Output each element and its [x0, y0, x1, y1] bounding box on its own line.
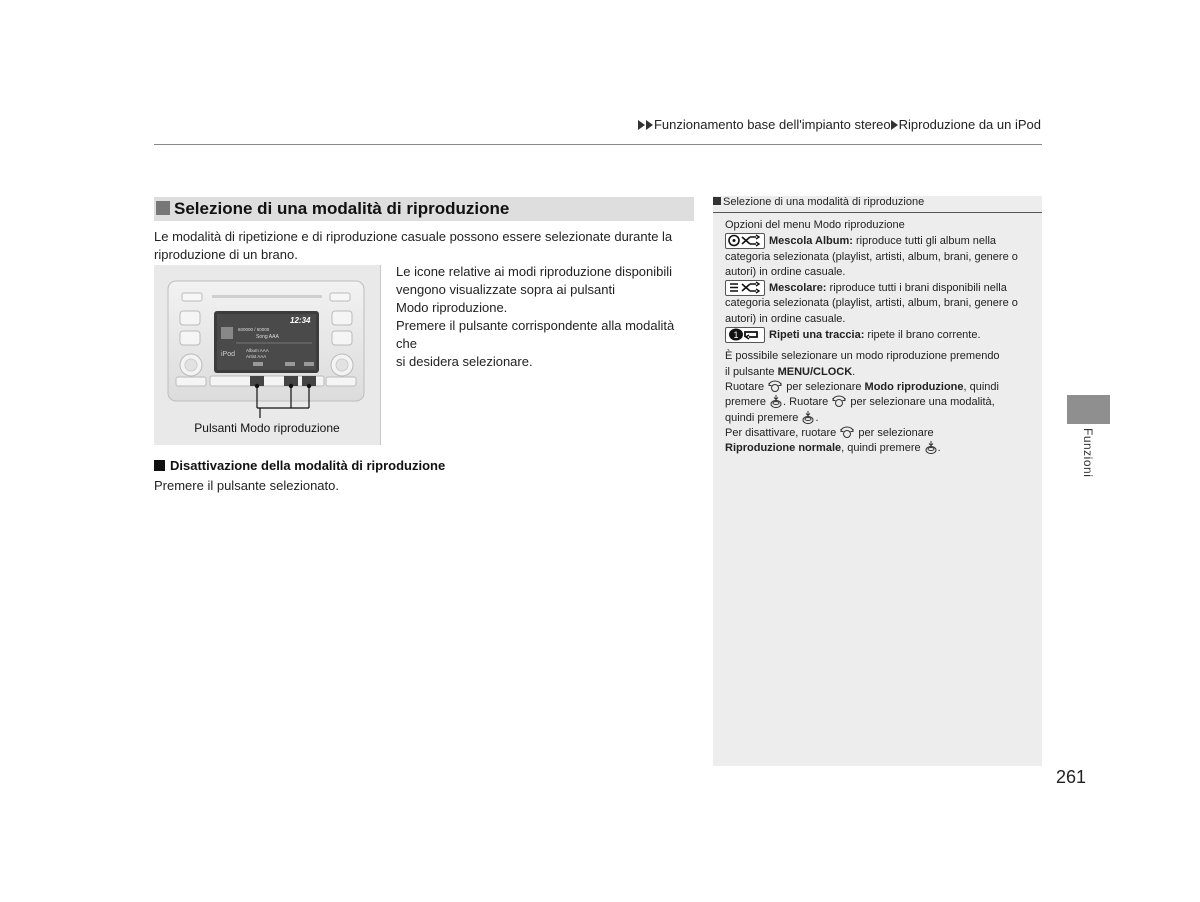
- instruction-text: per selezionare: [783, 380, 865, 393]
- subsection-text: Premere il pulsante selezionato.: [154, 478, 339, 493]
- page-number: 261: [1056, 767, 1087, 787]
- subsection-heading: [154, 458, 445, 473]
- option-label: Ripeti una traccia:: [769, 329, 865, 342]
- desc-line: si desidera selezionare.: [396, 354, 533, 369]
- option-text: autori) in ordine casuale.: [725, 265, 846, 278]
- instruction-text: quindi premere: [725, 411, 802, 424]
- instruction-text: .: [937, 442, 941, 455]
- instruction-text: per selezionare una modalità,: [847, 396, 995, 409]
- arrow-icon: [638, 120, 645, 130]
- press-knob-icon: [801, 411, 815, 424]
- chapter-tab: [1067, 395, 1110, 424]
- menu-clock-label: MENU/CLOCK: [777, 365, 853, 378]
- sidebar-body: [725, 218, 1035, 456]
- option-text: ripete il brano corrente.: [864, 329, 981, 342]
- option-text: autori) in ordine casuale.: [725, 312, 846, 325]
- option-repeat-track: [725, 327, 1035, 343]
- stereo-unit-illustration: [154, 265, 380, 445]
- option-shuffle-album: [725, 233, 1035, 280]
- chapter-tab-label: Funzioni: [1081, 428, 1095, 478]
- breadcrumb: [638, 117, 1041, 132]
- sidebar-title: Selezione di una modalità di riproduzione: [723, 196, 925, 208]
- instruction-text: Ruotare: [725, 380, 768, 393]
- instruction-text: .: [815, 411, 819, 424]
- heading-marker-icon: [156, 201, 170, 215]
- selection-instructions: [725, 349, 1035, 456]
- arrow-icon: [891, 120, 898, 130]
- intro-paragraph: Le modalità di ripetizione e di riproduzione casuale possono essere selezionate durante la riproduzione di un brano.: [154, 229, 673, 262]
- note-marker-icon: [713, 197, 721, 205]
- option-shuffle: [725, 280, 1035, 327]
- option-text: categoria selezionata (playlist, artisti, album, brani, genere o: [725, 250, 1018, 263]
- screen-album: Album AAA: [246, 348, 269, 353]
- option-text: categoria selezionata (playlist, artisti, album, brani, genere o: [725, 297, 1018, 310]
- instruction-text: . Ruotare: [783, 396, 832, 409]
- menu-title: Opzioni del menu Modo riproduzione: [725, 219, 905, 231]
- press-knob-icon: [924, 441, 938, 454]
- section-title: Selezione di una modalità di riproduzione: [174, 199, 510, 218]
- section-heading: [154, 197, 694, 221]
- instruction-bold: Modo riproduzione: [864, 380, 964, 393]
- shuffle-album-icon: [725, 233, 765, 249]
- instruction-text: premere: [725, 396, 770, 409]
- instruction-text: , quindi: [963, 380, 999, 393]
- sidebar-note: [713, 196, 1042, 766]
- heading-marker-icon: [154, 460, 165, 471]
- option-text: riproduce tutti i brani disponibili nella: [826, 282, 1007, 295]
- subsection-title: Disattivazione della modalità di riproduzione: [170, 458, 446, 473]
- arrow-icon: [646, 120, 653, 130]
- instruction-text: il pulsante: [725, 365, 778, 378]
- instruction-text: Per disattivare, ruotare: [725, 426, 840, 439]
- rotate-knob-icon: [839, 426, 855, 439]
- desc-line: vengono visualizzate sopra ai pulsanti: [396, 282, 615, 297]
- desc-line: Premere il pulsante corrispondente alla modalità che: [396, 318, 675, 351]
- instruction-text: .: [852, 365, 856, 378]
- figure-caption: Pulsanti Modo riproduzione: [194, 421, 340, 435]
- rotate-knob-icon: [767, 380, 783, 393]
- sidebar-heading: [713, 196, 1042, 213]
- screen-track: 600000 / 60000: [238, 327, 270, 332]
- screen-artist: Artist AAA: [246, 354, 267, 359]
- svg-text:1: 1: [733, 330, 739, 341]
- figure-description: [396, 263, 696, 371]
- instruction-text: per selezionare: [855, 426, 934, 439]
- instruction-text: , quindi premere: [841, 442, 924, 455]
- screen-time: 12:34: [290, 316, 311, 325]
- option-label: Mescolare:: [769, 282, 827, 295]
- option-label: Mescola Album:: [769, 235, 853, 248]
- desc-line: Le icone relative ai modi riproduzione disponibili: [396, 264, 673, 279]
- instruction-bold: Riproduzione normale: [725, 442, 842, 455]
- repeat-one-icon: [725, 327, 765, 343]
- breadcrumb-item: Riproduzione da un iPod: [898, 117, 1041, 132]
- header-divider: [154, 144, 1042, 145]
- stereo-figure: [154, 265, 381, 445]
- desc-line: Modo riproduzione.: [396, 300, 508, 315]
- option-text: riproduce tutti gli album nella: [852, 235, 997, 248]
- press-knob-icon: [769, 395, 783, 408]
- breadcrumb-item: Funzionamento base dell'impianto stereo: [653, 117, 891, 132]
- rotate-knob-icon: [831, 395, 847, 408]
- shuffle-icon: [725, 280, 765, 296]
- screen-song: Song AAA: [256, 334, 279, 340]
- screen-source: iPod: [221, 351, 236, 358]
- instruction-text: È possibile selezionare un modo riproduzione premendo: [725, 350, 1000, 363]
